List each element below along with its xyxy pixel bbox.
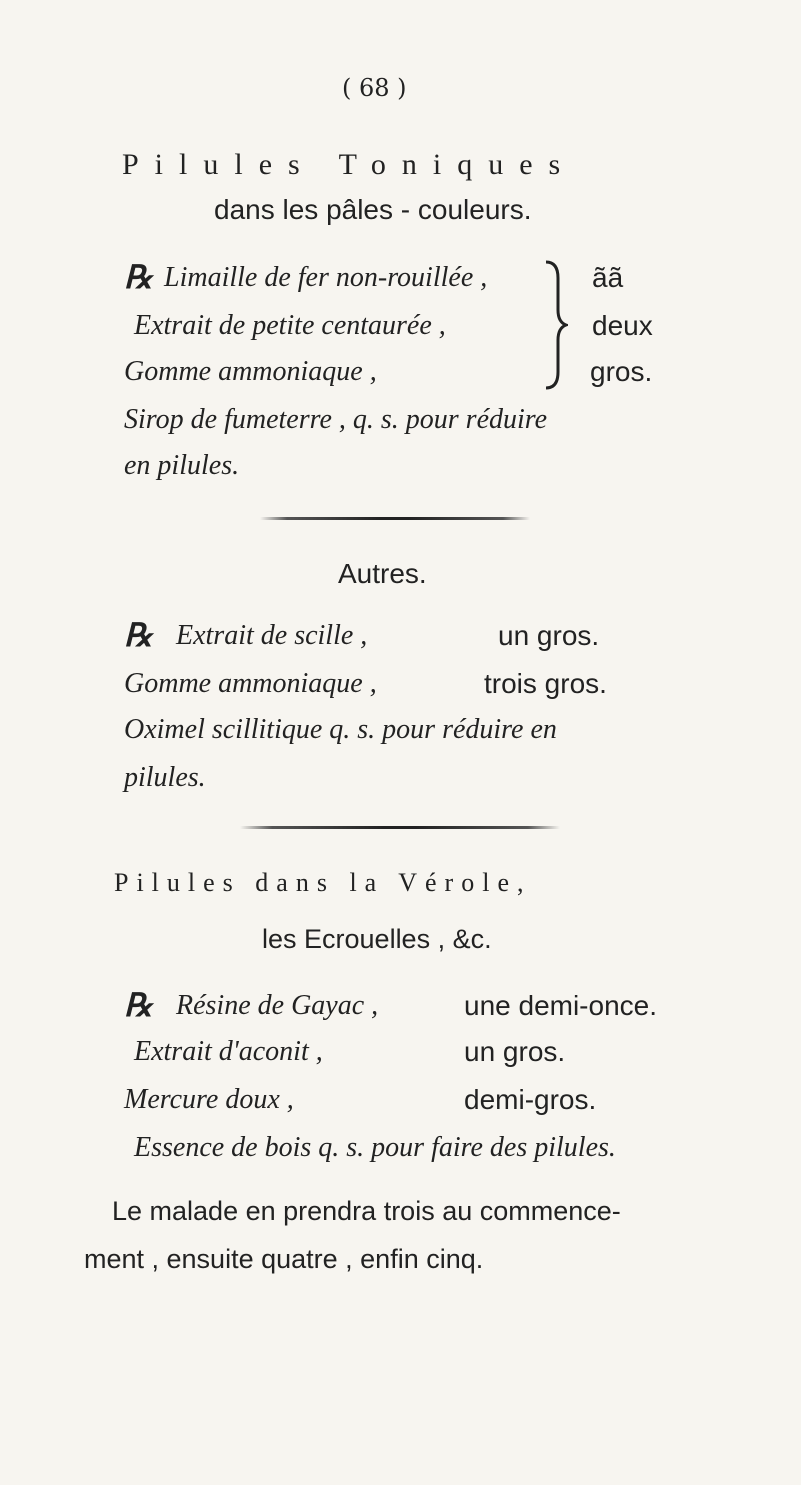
closing-line: Sirop de fumeterre , q. s. pour réduire (124, 404, 548, 435)
ingredient-line: Extrait de scille , (176, 620, 368, 651)
paragraph-line: Le malade en prendra trois au commence- (112, 1196, 621, 1226)
page-number: ( 68 ) (342, 74, 407, 102)
ingredient-line: Extrait d'aconit , (134, 1036, 323, 1067)
closing-line: Oximel scillitique q. s. pour réduire en (124, 714, 557, 745)
section-2-title: Autres. (338, 558, 427, 589)
section-3-subtitle: les Ecrouelles , &c. (262, 924, 492, 954)
dose-line: ãã (592, 262, 624, 293)
divider (240, 826, 560, 829)
divider (260, 517, 530, 520)
ingredient-line: Mercure doux , (124, 1084, 294, 1115)
ingredient-line: Limaille de fer non-rouillée , (164, 262, 488, 293)
dose-line: une demi-once. (464, 990, 658, 1021)
dose-line: un gros. (464, 1036, 566, 1067)
section-1-subtitle: dans les pâles - couleurs. (214, 194, 532, 225)
ingredient-line: Gomme ammoniaque , (124, 356, 377, 387)
dose-line: un gros. (498, 620, 600, 651)
section-3-title: Pilules dans la Vérole, (114, 868, 532, 897)
closing-line: en pilules. (124, 450, 240, 481)
ingredient-line: Gomme ammoniaque , (124, 668, 377, 699)
recipe-symbol-icon: ℞ (124, 617, 153, 653)
dose-line: demi-gros. (464, 1084, 597, 1115)
dose-line: gros. (590, 356, 653, 387)
dose-line: deux (592, 310, 653, 341)
paragraph-line: ment , ensuite quatre , enfin cinq. (84, 1244, 484, 1274)
ingredient-line: Résine de Gayac , (176, 990, 379, 1021)
closing-line: Essence de bois q. s. pour faire des pilules. (134, 1132, 616, 1163)
closing-line: pilules. (124, 762, 206, 793)
recipe-symbol-icon: ℞ (124, 987, 153, 1023)
recipe-symbol-icon: ℞ (124, 259, 153, 295)
right-brace-icon (540, 258, 568, 392)
dose-line: trois gros. (484, 668, 607, 699)
section-1-title: Pilules Toniques (122, 148, 577, 181)
ingredient-line: Extrait de petite centaurée , (134, 310, 446, 341)
